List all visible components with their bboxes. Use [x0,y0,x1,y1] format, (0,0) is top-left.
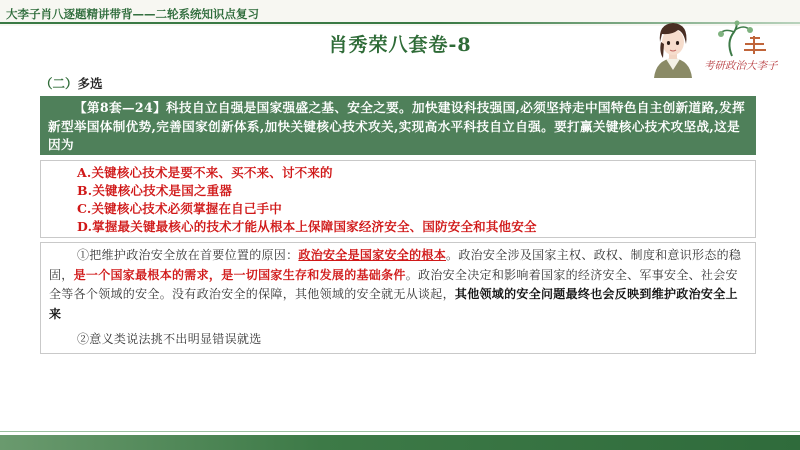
option-c[interactable]: C.关键核心技术必须掌握在自己手中 [77,201,282,216]
option-a[interactable]: A.关键核心技术是要不来、买不来、讨不来的 [77,165,333,180]
section-type: 多选 [77,76,103,91]
option-b[interactable]: B.关键核心技术是国之重器 [77,183,233,198]
highlight-conclusion: 其他领域的安全问题最终也会反映到维护政治安全上来 [49,287,738,321]
section-label [40,74,103,92]
footer-bar [0,435,800,450]
analysis-paragraph-2: ②意义类说法挑不出明显错误就选 [77,332,262,346]
analysis-paragraph-1 [49,246,749,324]
highlight-fundamental-need: 是一个国家最根本的需求，是一切国家生存和发展的基础条件 [73,267,406,282]
page-title: 肖秀荣八套卷-8 [328,34,472,56]
analysis-text: 。政治安全涉及国家主权、政权、制度和意识形态的稳固， [49,248,742,282]
analysis-box [40,242,756,354]
options-box [40,160,756,238]
question-text: 【第8套—24】科技自立自强是国家强盛之基、安全之要。加快建设科技强国,必须坚持走中国特色自主创新道路,发挥新型举国体制优势,完善国家创新体系,加快关键核心技术攻关,实现高水平科技自立自强。要打赢关键核心技术攻坚战,这是因为 [48,100,746,152]
footer-divider [0,431,800,432]
brand-logo-icon [704,20,784,58]
avatar-icon [648,18,698,78]
section-number: （二） [40,76,78,91]
avatar-illustration [648,18,698,78]
option-d[interactable]: D.掌握最关键最核心的技术才能从根本上保障国家经济安全、国防安全和其他安全 [77,219,537,234]
course-title: 大李子肖八逐题精讲带背——二轮系统知识点复习 [6,7,259,21]
analysis-intro: ①把维护政治安全放在首要位置的原因： [77,248,299,262]
brand-text: 考研政治大李子 [704,60,778,72]
highlight-political-security: 政治安全是国家安全的根本 [298,248,447,262]
question-box [40,96,756,155]
brand-logo [704,20,784,76]
analysis-text: 。政治安全决定和影响着国家的经济安全、军事安全、社会安全等各个领域的安全。没有政治安全的保障，其他领域的安全就无从谈起， [49,267,738,301]
